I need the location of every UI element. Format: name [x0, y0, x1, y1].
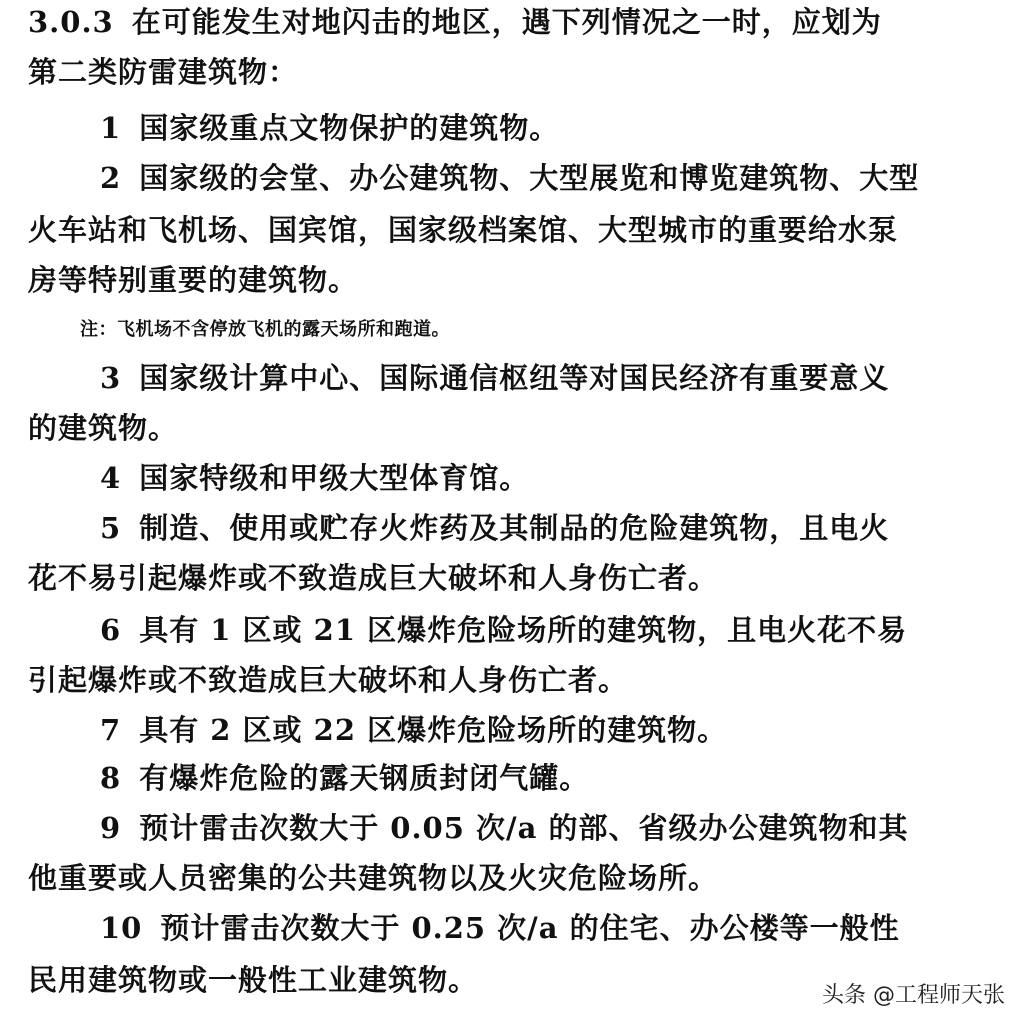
item-text: 国家特级和甲级大型体育馆。 [139, 461, 530, 495]
item-text: 有爆炸危险的露天钢质封闭气罐。 [139, 761, 590, 795]
list-item-1 [100, 110, 559, 146]
item-number: 5 [100, 511, 122, 545]
item-text: 国家级重点文物保护的建筑物。 [139, 111, 560, 145]
list-item-2-cont-1: 火车站和飞机场、国宾馆，国家级档案馆、大型城市的重要给水泵 [28, 213, 899, 247]
item-number: 3 [100, 361, 122, 395]
item-text: 制造、使用或贮存火炸药及其制品的危险建筑物，且电火 [139, 511, 890, 545]
item-text: 国家级的会堂、办公建筑物、大型展览和博览建筑物、大型 [139, 161, 920, 195]
list-item-6-cont: 引起爆炸或不致造成巨大破坏和人身伤亡者。 [28, 663, 629, 697]
list-item-10 [100, 910, 900, 946]
list-item-7 [100, 712, 727, 748]
item-text: 国家级计算中心、国际通信枢纽等对国民经济有重要意义 [139, 361, 890, 395]
item-number: 9 [100, 811, 122, 845]
list-item-10-cont: 民用建筑物或一般性工业建筑物。 [28, 963, 479, 997]
list-item-5-cont: 花不易引起爆炸或不致造成巨大破坏和人身伤亡者。 [28, 561, 719, 595]
item-number: 6 [100, 613, 122, 647]
item-number: 8 [100, 761, 122, 795]
item-text: 预计雷击次数大于 0.25 次/a 的住宅、办公楼等一般性 [160, 911, 900, 945]
list-item-2 [100, 160, 919, 196]
item-number: 2 [100, 161, 122, 195]
heading-line-2: 第二类防雷建筑物： [28, 55, 299, 89]
list-item-2-cont-2: 房等特别重要的建筑物。 [28, 263, 359, 297]
item-text: 具有 2 区或 22 区爆炸危险场所的建筑物。 [139, 713, 728, 747]
heading-text: 在可能发生对地闪击的地区，遇下列情况之一时，应划为 [131, 5, 882, 39]
note-text: 注：飞机场不含停放飞机的露天场所和跑道。 [80, 319, 450, 340]
list-item-4 [100, 460, 529, 496]
item-number: 1 [100, 111, 122, 145]
list-item-6 [100, 612, 907, 648]
item-number: 10 [100, 911, 143, 945]
list-item-3 [100, 360, 889, 396]
list-item-9-cont: 他重要或人员密集的公共建筑物以及火灾危险场所。 [28, 861, 719, 895]
heading-line-1 [28, 4, 882, 40]
list-item-3-cont: 的建筑物。 [28, 411, 179, 445]
list-item-8 [100, 760, 589, 796]
item-number: 7 [100, 713, 122, 747]
item-text: 具有 1 区或 21 区爆炸危险场所的建筑物，且电火花不易 [139, 613, 908, 647]
item-number: 4 [100, 461, 122, 495]
list-item-9 [100, 810, 909, 846]
watermark-text: 头条 @工程师天张 [820, 978, 1007, 1009]
item-text: 预计雷击次数大于 0.05 次/a 的部、省级办公建筑物和其 [139, 811, 909, 845]
clause-number: 3.0.3 [28, 5, 114, 39]
list-item-5 [100, 510, 889, 546]
